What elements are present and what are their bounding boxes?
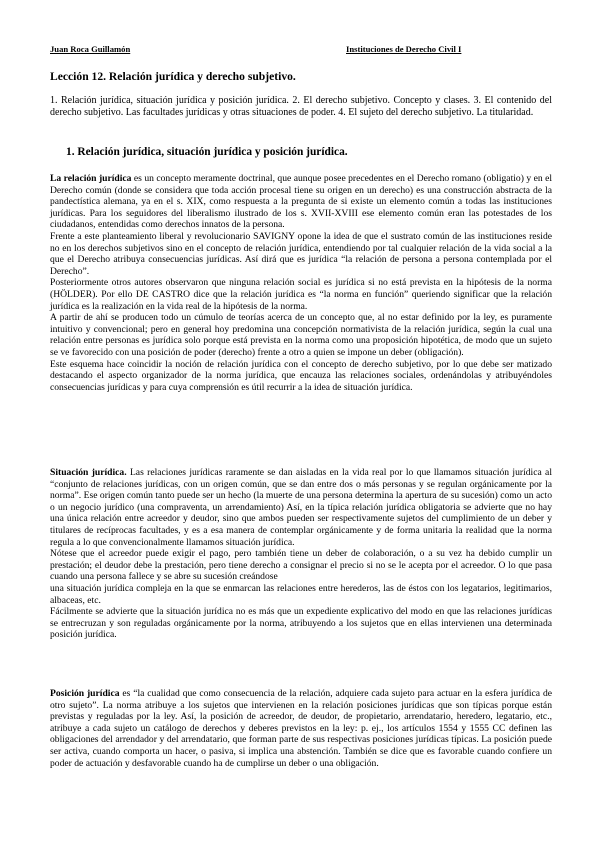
- header-course: Instituciones de Derecho Civil I: [346, 44, 462, 54]
- paragraph-text: Las relaciones jurídicas raramente se dan aisladas en la vida real por lo que llamamos situación jurídica al “conjunto de relaciones jurídicas, con un origen común, que se dan entre dos o más personas y se regulan orgánicamente por la norma”. Ese origen común tanto puede ser un hecho (la muerte de una persona determina la apertura de su sucesión) como un acto o un negocio jurídico (una compraventa, un arrendamiento) Así, en la típica relación jurídica obligatoria se advierte que no hay una única relación entre acreedor y deudor, sino que ambos pueden ser respectivamente sujetos del cumplimiento de un deber y titulares de recíprocas facultades, y es a esa manera de contemplar orgánicamente y de forma unitaria la realidad que la norma regula a lo que convencionalmente llamamos situación jurídica.: [50, 467, 552, 548]
- term-lead: Posición jurídica: [50, 688, 120, 699]
- paragraph: Este esquema hace coincidir la noción de relación jurídica con el concepto de derecho subjetivo, por lo que debe ser matizado destacando el aspecto organizador de la norma jurídica, que encauza las relaciones sociales, ordenándolas y atribuyéndoles consecuencias jurídicas y para cuya comprensión es útil recurrir a la idea de situación jurídica.: [50, 358, 552, 393]
- paragraph: Posteriormente otros autores observaron que ninguna relación social es jurídica si no está prevista en la hipótesis de la norma (HÖLDER). Por ello DE CASTRO dice que la relación jurídica es “la norma en función” queriendo significar que la relación jurídica es la realización en la vida real de la hipótesis de la norma.: [50, 277, 552, 312]
- term-lead: La relación jurídica: [50, 173, 132, 184]
- paragraph: A partir de ahí se producen todo un cúmulo de teorías acerca de un concepto que, al no estar definido por la ley, es puramente intuitivo y convencional; pero en general hoy predomina una concepción normativista de la relación jurídica, según la cual una relación entre personas es jurídica solo porque está prevista en la norma como una proposición hipotética, de modo que un sujeto se ve favorecido con una posición de poder (derecho) frente a otro a quien se impone un deber (obligación).: [50, 312, 552, 358]
- paragraph: [50, 173, 552, 231]
- paragraph: Fácilmente se advierte que la situación jurídica no es más que un expediente explicativo del modo en que las relaciones jurídicas se entrecruzan y son reguladas orgánicamente por la norma, atribuyendo a los sujetos que en ellas intervienen una determinada posición jurídica.: [50, 606, 552, 641]
- paragraph: [50, 688, 552, 769]
- paragraph: Frente a este planteamiento liberal y revolucionario SAVIGNY opone la idea de que el sustrato común de las instituciones reside no en los derechos subjetivos sino en el concepto de relación jurídica, entendiendo por tal cualquier relación de la vida social a la que el Derecho atribuya consecuencias jurídicas. Así dirá que es jurídica “la relación de persona a persona contemplada por el Derecho”.: [50, 230, 552, 277]
- paragraph: Nótese que el acreedor puede exigir el pago, pero también tiene un deber de colaboración, o a su vez ha debido cumplir un prestación; el deudor debe la prestación, pero tiene derecho a consignar el precio si no se le acepta por el acreedor. O lo que pasa cuando una persona fallece y se abre su sucesión creándose: [50, 548, 552, 583]
- lesson-summary: 1. Relación jurídica, situación jurídica y posición jurídica. 2. El derecho subjetivo. Concepto y clases. 3. El contenido del derecho subjetivo. Las facultades jurídicas y otras situaciones de poder. 4. El sujeto del derecho subjetivo. La titularidad.: [50, 95, 552, 119]
- header-author: Juan Roca Guillamón: [50, 44, 131, 54]
- paragraph: [50, 467, 552, 548]
- paragraph: una situación jurídica compleja en la que se enmarcan las relaciones entre herederos, las de éstos con los legatarios, legitimarios, albaceas, etc.: [50, 582, 552, 606]
- section-heading: 1. Relación jurídica, situación jurídica y posición jurídica.: [66, 146, 348, 158]
- paragraph-text: es “la cualidad que como consecuencia de la relación, adquiere cada sujeto para actuar en la esfera jurídica de otro sujeto”. La norma atribuye a los sujetos que intervienen en la relación posiciones jurídicas que son típicas porque están previstas y reguladas por la ley. Así, la posición de acreedor, de deudor, de propietario, arrendatario, heredero, legatario, etc., atribuye a cada sujeto un catálogo de derechos y deberes previstos en la ley: p. ej., los artículos 1554 y 1555 CC definen las obligaciones del arrendador y del arrendatario, que forman parte de sus respectivas posiciones jurídicas típicas. La posición puede ser activa, cuando comporta un hacer, o pasiva, si implica una abstención. También se dice que es favorable cuando confiere un poder de actuación y desfavorable cuando ha de cumplirse un deber o una obligación.: [50, 688, 552, 769]
- paragraph-text: es un concepto meramente doctrinal, que aunque posee precedentes en el Derecho romano (obligatio) y en el Derecho común (donde se considera que toda acción procesal tiene su origen en un derecho) es una construcción abstracta de la pandectística alemana, ya en el s. XIX, como respuesta a la pregunta de si existe un elemento común a todas las instituciones jurídicas. Para los seguidores del liberalismo ilustrado de los s. XVII-XVIII ese elemento común eran las potestades de los ciudadanos, entendidas como derechos innatos de la persona.: [50, 173, 552, 231]
- situacion-juridica-block: [50, 467, 552, 641]
- posicion-juridica-block: [50, 688, 552, 769]
- lesson-title: Lección 12. Relación jurídica y derecho subjetivo.: [50, 70, 296, 83]
- relacion-juridica-block: [50, 173, 552, 393]
- term-lead: Situación jurídica.: [50, 467, 127, 478]
